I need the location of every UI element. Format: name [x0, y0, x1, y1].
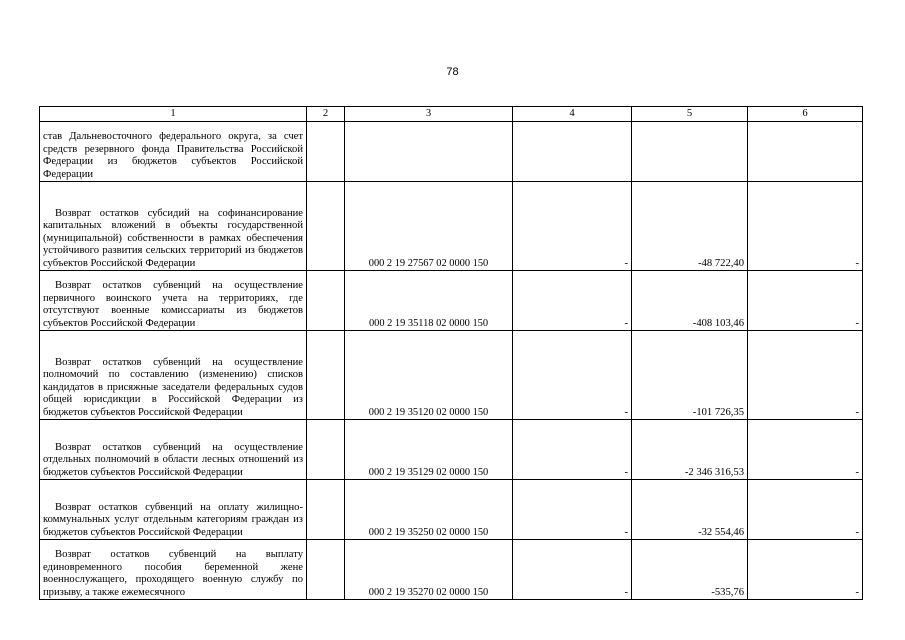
amount-cell: -48 722,40 [632, 182, 748, 271]
cell-col2 [307, 182, 345, 271]
column-header: 4 [513, 107, 632, 122]
budget-code-cell: 000 2 19 35129 02 0000 150 [345, 420, 513, 480]
row-name-cell: Возврат остатков субвенций на осуществление первичного воинского учета на территориях, где отсутствуют военные комиссариаты из бюджетов субъектов Российской Федерации [40, 271, 307, 331]
cell-col6: - [748, 420, 863, 480]
row-name-cell: Возврат остатков субвенций на выплату единовременного пособия беременной жене военнослужащего, проходящего военную службу по призыву, а также ежемесячного [40, 540, 307, 600]
cell-col2 [307, 540, 345, 600]
column-header: 5 [632, 107, 748, 122]
cell-col6: - [748, 271, 863, 331]
amount-cell: -101 726,35 [632, 331, 748, 420]
column-header: 3 [345, 107, 513, 122]
table-row [40, 182, 863, 271]
table-row [40, 331, 863, 420]
cell-col6 [748, 122, 863, 182]
cell-col6: - [748, 331, 863, 420]
cell-col4: - [513, 182, 632, 271]
table-header-row [40, 107, 863, 122]
cell-col2 [307, 271, 345, 331]
row-name-cell: Возврат остатков субвенций на осуществление полномочий по составлению (изменению) списков кандидатов в присяжные заседатели федеральных судов общей юрисдикции в Российской Федерации из бюджетов субъектов Российской Федерации [40, 331, 307, 420]
budget-code-cell: 000 2 19 35118 02 0000 150 [345, 271, 513, 331]
cell-col4: - [513, 420, 632, 480]
budget-code-cell [345, 122, 513, 182]
amount-cell [632, 122, 748, 182]
budget-code-cell: 000 2 19 35250 02 0000 150 [345, 480, 513, 540]
cell-col2 [307, 122, 345, 182]
table-row [40, 540, 863, 600]
cell-col2 [307, 480, 345, 540]
cell-col6: - [748, 182, 863, 271]
page-number: 78 [446, 66, 459, 78]
budget-code-cell: 000 2 19 27567 02 0000 150 [345, 182, 513, 271]
column-header: 6 [748, 107, 863, 122]
cell-col4: - [513, 540, 632, 600]
amount-cell: -408 103,46 [632, 271, 748, 331]
row-name-cell: Возврат остатков субвенций на осуществление отдельных полномочий в области лесных отношений из бюджетов субъектов Российской Федерации [40, 420, 307, 480]
table-row [40, 480, 863, 540]
amount-cell: -535,76 [632, 540, 748, 600]
column-header: 2 [307, 107, 345, 122]
cell-col2 [307, 331, 345, 420]
cell-col2 [307, 420, 345, 480]
row-name-cell: Возврат остатков субвенций на оплату жилищно-коммунальных услуг отдельным категориям граждан из бюджетов субъектов Российской Федерации [40, 480, 307, 540]
budget-code-cell: 000 2 19 35270 02 0000 150 [345, 540, 513, 600]
cell-col4: - [513, 480, 632, 540]
budget-table [39, 106, 863, 600]
row-name-cell: Возврат остатков субсидий на софинансирование капитальных вложений в объекты государственной (муниципальной) собственности в рамках обеспечения устойчивого развития сельских территорий из бюджетов субъектов Российской Федерации [40, 182, 307, 271]
amount-cell: -32 554,46 [632, 480, 748, 540]
cell-col6: - [748, 480, 863, 540]
cell-col4 [513, 122, 632, 182]
table-row [40, 271, 863, 331]
table-row [40, 122, 863, 182]
cell-col4: - [513, 331, 632, 420]
cell-col4: - [513, 271, 632, 331]
budget-code-cell: 000 2 19 35120 02 0000 150 [345, 331, 513, 420]
amount-cell: -2 346 316,53 [632, 420, 748, 480]
row-name-cell: став Дальневосточного федерального округа, за счет средств резервного фонда Правительства Российской Федерации из бюджетов субъектов Российской Федерации [40, 122, 307, 182]
table-row [40, 420, 863, 480]
column-header: 1 [40, 107, 307, 122]
cell-col6: - [748, 540, 863, 600]
